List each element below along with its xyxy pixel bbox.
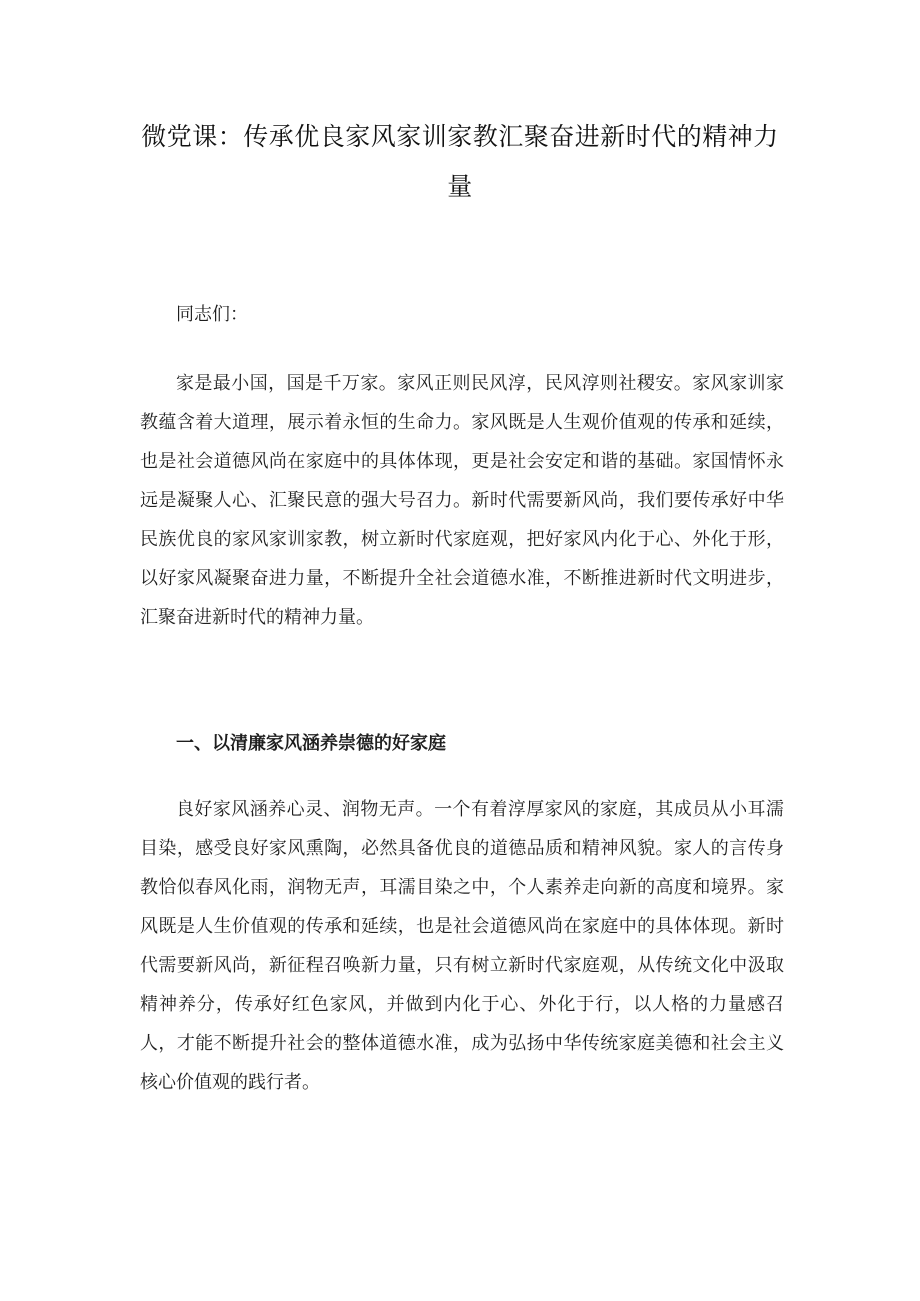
paragraph-1: 家是最小国，国是千万家。家风正则民风淳，民风淳则社稷安。家风家训家教蕴含着大道理，展示着永恒的生命力。家风既是人生观价值观的传承和延续，也是社会道德风尚在家庭中的具体体现，更是社会安定和谐的基础。家国情怀永远是凝聚人心、汇聚民意的强大号召力。新时代需要新风尚，我们要传承好中华民族优良的家风家训家教，树立新时代家庭观，把好家风内化于心、外化于形，以好家风凝聚奋进力量，不断提升全社会道德水准，不断推进新时代文明进步，汇聚奋进新时代的精神力量。 — [140, 373, 784, 628]
paragraph-2: 良好家风涵养心灵、润物无声。一个有着淳厚家风的家庭，其成员从小耳濡目染，感受良好家风熏陶，必然具备优良的道德品质和精神风貌。家人的言传身教恰似春风化雨，润物无声，耳濡目染之中，个人素养走向新的高度和境界。家风既是人生价值观的传承和延续，也是社会道德风尚在家庭中的具体体现。新时代需要新风尚，新征程召唤新力量，只有树立新时代家庭观，从传统文化中汲取精神养分，传承好红色家风，并做到内化于心、外化于行，以人格的力量感召人，才能不断提升社会的整体道德水准，成为弘扬中华传统家庭美德和社会主义核心价值观的践行者。 — [140, 799, 784, 1093]
section-1-heading: 一、以清廉家风涵养崇德的好家庭 — [176, 733, 446, 754]
salutation: 同志们： — [176, 304, 248, 325]
document-title: 微党课：传承优良家风家训家教汇聚奋进新时代的精神力量 — [141, 122, 779, 201]
